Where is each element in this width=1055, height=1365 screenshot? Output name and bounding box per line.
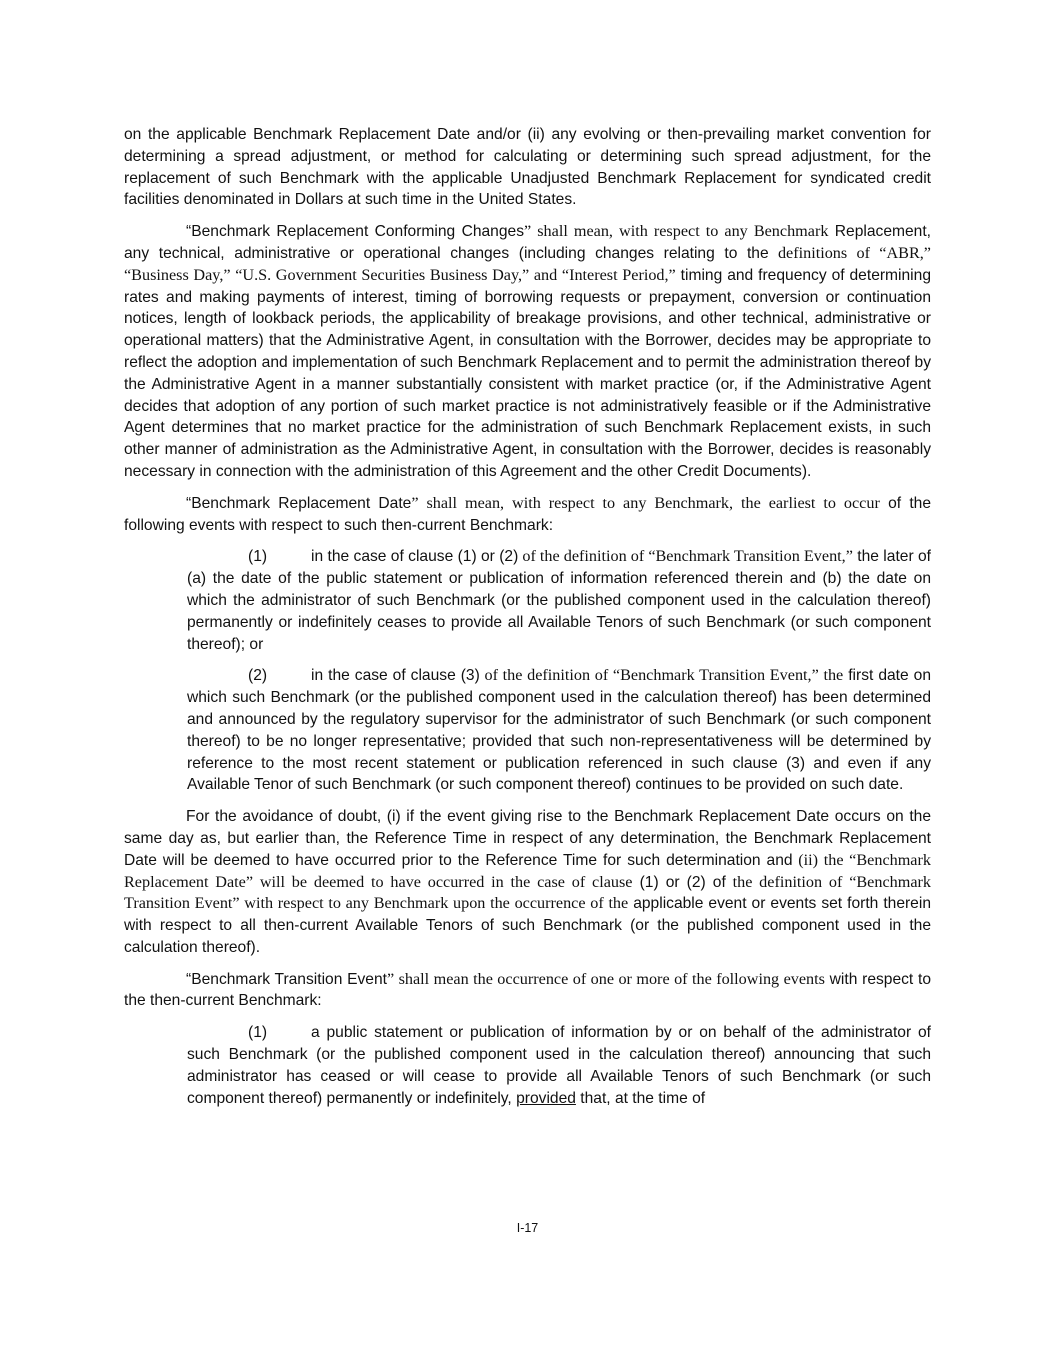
definition-benchmark-replacement-date [124,493,931,537]
paragraph-text: ” shall mean the occurrence of one or more of the following events [386,969,825,988]
paragraph-text: ” shall mean, with respect to any Benchmark [524,222,829,241]
defined-term: “Benchmark Replacement Conforming Changes [186,223,524,241]
paragraph-text: the definition of “Benchmark Transition Event” with respect to any Benchmark upon the occurrence of the [124,872,931,913]
definition-benchmark-replacement-conforming-changes [124,221,931,483]
paragraph-text: definitions of “ABR,” “Business Day,” “U.S. Government Securities Business Day,” and “Interest Period,” [124,243,931,284]
defined-term: “Benchmark Transition Event [186,970,387,988]
paragraph-text: For the avoidance of doubt, (i) if the event giving rise to the Benchmark Replacement Date occurs on the same day as, but earlier than, the Reference Time in respect of any determination, the Benchmark Replacement Date will be deemed to have occurred prior to the Reference Time for such determination and [124,808,931,869]
definition-benchmark-transition-event [124,969,931,1013]
paragraph-text: (ii) the “Benchmark Replacement Date” will be deemed to have occurred in the case of clause [124,850,931,891]
paragraph-text: a public statement or publication of information by or on behalf of the administrator of such Benchmark (or the published component used in the calculation thereof) announcing that such administrator has ceased or will cease to provide all Available Tenors of such Benchmark (or such component thereof) permanently or indefinitely, [187,1024,931,1107]
clause-number: (1) [248,1024,268,1042]
paragraph-text: timing and frequency of determining rates and making payments of interest, timing of borrowing requests or prepayment, conversion or continuation notices, length of lookback periods, the applicability of breakage provisions, and other technical, administrative or operational matters) that the Administrative Agent, in consultation with the Borrower, decides may be appropriate to reflect the adoption and implementation of such Benchmark Replacement and to permit the administration thereof by the Administrative Agent in a manner substantially consistent with market practice (or, if the Administrative Agent decides that adoption of any portion of such market practice is not administratively feasible or if the Administrative Agent determines that no market practice for the administration of such Benchmark Replacement exists, in such other manner of administration as the Administrative Agent, in consultation with the Borrower, decides is reasonably necessary in connection with the administration of this Agreement and the other Credit Documents). [124,266,931,480]
avoidance-of-doubt-paragraph [124,806,931,959]
page-number: I-17 [516,1221,539,1235]
defined-term: “Benchmark Replacement Date [186,494,412,512]
paragraph-continuation [124,124,931,211]
paragraph-text: in the case of clause (1) or (2) [311,548,519,566]
paragraph-text: Replacement, any technical, administrative or operational changes (including changes relating to the [124,223,932,262]
paragraph-text: ” shall mean, with respect to any Benchmark, the earliest to occur [411,493,880,512]
underlined-term: provided [516,1089,576,1107]
paragraph-text: in the case of clause (3) [311,667,480,685]
paragraph-text: of the definition of “Benchmark Transition Event,” the [479,666,844,685]
paragraph-text: applicable event or events set forth therein with respect to all then-current Available Tenors of such Benchmark (or the published component used in the calculation thereof). [124,895,931,956]
document-body [124,124,931,1119]
clause-2 [187,665,931,796]
clause-number: (1) [248,548,268,566]
clause-number: (2) [248,667,268,685]
paragraph-text: with respect to the then-current Benchmark: [124,970,931,1010]
paragraph-text: (1) or (2) of [632,873,726,891]
paragraph-text: of the definition of “Benchmark Transition Event,” [518,547,853,566]
paragraph-text: the later of (a) the date of the public statement or publication of information referenced therein and (b) the date on which the administrator of such Benchmark (or the published component used in the calculation thereof) permanently or indefinitely ceases to provide all Available Tenors of such Benchmark (or such component thereof); or [187,548,931,653]
paragraph-text: of the following events with respect to such then-current Benchmark: [124,494,931,534]
paragraph-text: first date on which such Benchmark (or the published component used in the calculation thereof) has been determined and announced by the regulatory supervisor for the administrator of such Benchmark (or such component thereof) to be no longer representative; provided that such non-representativeness will be determined by reference to the most recent statement or publication referenced in such clause (3) and even if any Available Tenor of such Benchmark (or such component thereof) continues to be provided on such date. [187,667,931,794]
paragraph-text: on the applicable Benchmark Replacement Date and/or (ii) any evolving or then-prevailing market convention for determining a spread adjustment, or method for calculating or determining such spread adjustment, for the replacement of such Benchmark with the applicable Unadjusted Benchmark Replacement for syndicated credit facilities denominated in Dollars at such time in the United States. [124,126,931,209]
transition-clause-1 [187,1022,931,1109]
clause-1 [187,546,931,655]
paragraph-text: that, at the time of [575,1089,706,1107]
